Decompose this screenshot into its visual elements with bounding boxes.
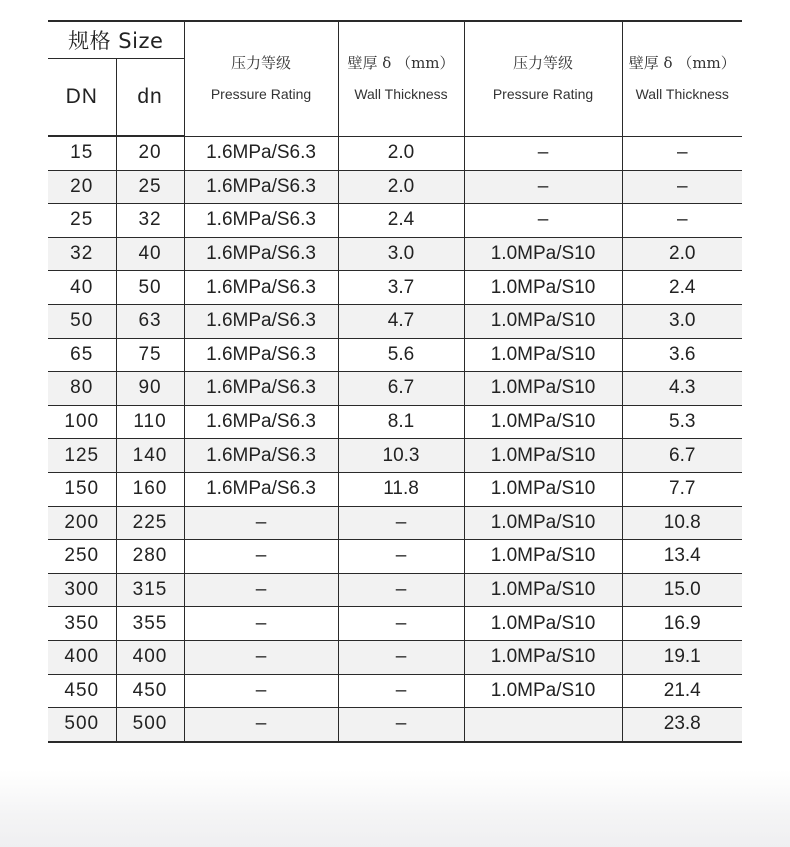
table-row xyxy=(48,136,742,170)
cell-wall-2: 21.4 xyxy=(622,674,742,708)
cell-wall-2: – xyxy=(622,136,742,170)
cell-dn: 225 xyxy=(116,506,184,540)
cell-DN: 350 xyxy=(48,607,116,641)
table-row xyxy=(48,472,742,506)
cell-wall-2: 2.0 xyxy=(622,237,742,271)
cell-dn: 25 xyxy=(116,170,184,204)
wall-thickness-en-1: Wall Thickness xyxy=(354,86,448,103)
pipe-spec-table xyxy=(48,20,742,743)
background-fade xyxy=(0,770,790,847)
cell-dn: 50 xyxy=(116,271,184,305)
pressure-rating-en-1: Pressure Rating xyxy=(210,86,312,103)
cell-pressure-1: 1.6MPa/S6.3 xyxy=(184,304,338,338)
size-header: 规格 Size xyxy=(48,21,184,59)
wall-thickness-header-2 xyxy=(622,21,742,136)
cell-pressure-1: – xyxy=(184,674,338,708)
cell-pressure-2: 1.0MPa/S10 xyxy=(464,439,622,473)
cell-pressure-1: – xyxy=(184,573,338,607)
dn-lower-header: dn xyxy=(116,59,184,137)
cell-wall-1: – xyxy=(338,640,464,674)
cell-pressure-1: – xyxy=(184,506,338,540)
table-row xyxy=(48,372,742,406)
pressure-rating-en-2: Pressure Rating xyxy=(492,86,594,103)
wall-thickness-cn-2: 壁厚 δ （mm） xyxy=(628,53,736,72)
table-row xyxy=(48,170,742,204)
cell-dn: 90 xyxy=(116,372,184,406)
cell-wall-1: 4.7 xyxy=(338,304,464,338)
cell-DN: 250 xyxy=(48,540,116,574)
cell-pressure-1: 1.6MPa/S6.3 xyxy=(184,170,338,204)
cell-DN: 65 xyxy=(48,338,116,372)
pressure-rating-cn-1: 压力等级 xyxy=(231,53,292,72)
cell-dn: 355 xyxy=(116,607,184,641)
cell-pressure-1: 1.6MPa/S6.3 xyxy=(184,439,338,473)
cell-dn: 315 xyxy=(116,573,184,607)
cell-DN: 400 xyxy=(48,640,116,674)
cell-pressure-2: – xyxy=(464,170,622,204)
spec-rows xyxy=(48,136,742,742)
pressure-rating-cn-2: 压力等级 xyxy=(513,53,574,72)
cell-pressure-1: – xyxy=(184,640,338,674)
cell-pressure-2: 1.0MPa/S10 xyxy=(464,304,622,338)
cell-wall-1: – xyxy=(338,708,464,742)
cell-wall-1: 2.0 xyxy=(338,136,464,170)
cell-pressure-2: 1.0MPa/S10 xyxy=(464,271,622,305)
table-row xyxy=(48,506,742,540)
table-row xyxy=(48,640,742,674)
table-row xyxy=(48,607,742,641)
cell-wall-2: 4.3 xyxy=(622,372,742,406)
cell-wall-2: 2.4 xyxy=(622,271,742,305)
cell-wall-2: – xyxy=(622,170,742,204)
cell-wall-2: 3.0 xyxy=(622,304,742,338)
cell-wall-2: 6.7 xyxy=(622,439,742,473)
cell-DN: 300 xyxy=(48,573,116,607)
dn-upper-header: DN xyxy=(48,59,116,137)
cell-pressure-1: 1.6MPa/S6.3 xyxy=(184,405,338,439)
cell-dn: 140 xyxy=(116,439,184,473)
cell-wall-2: 3.6 xyxy=(622,338,742,372)
cell-dn: 20 xyxy=(116,136,184,170)
cell-DN: 150 xyxy=(48,472,116,506)
cell-pressure-2: 1.0MPa/S10 xyxy=(464,506,622,540)
cell-wall-1: 2.0 xyxy=(338,170,464,204)
cell-wall-1: 3.0 xyxy=(338,237,464,271)
cell-dn: 450 xyxy=(116,674,184,708)
cell-pressure-2: 1.0MPa/S10 xyxy=(464,674,622,708)
cell-DN: 500 xyxy=(48,708,116,742)
cell-wall-1: 10.3 xyxy=(338,439,464,473)
cell-DN: 80 xyxy=(48,372,116,406)
cell-pressure-1: – xyxy=(184,540,338,574)
cell-dn: 500 xyxy=(116,708,184,742)
cell-wall-2: 13.4 xyxy=(622,540,742,574)
cell-pressure-2: 1.0MPa/S10 xyxy=(464,540,622,574)
cell-pressure-2: 1.0MPa/S10 xyxy=(464,472,622,506)
cell-DN: 25 xyxy=(48,204,116,238)
table-row xyxy=(48,439,742,473)
cell-dn: 280 xyxy=(116,540,184,574)
cell-dn: 40 xyxy=(116,237,184,271)
cell-wall-1: – xyxy=(338,573,464,607)
pressure-rating-header-1 xyxy=(184,21,338,136)
cell-wall-2: 23.8 xyxy=(622,708,742,742)
cell-wall-1: 8.1 xyxy=(338,405,464,439)
cell-pressure-1: 1.6MPa/S6.3 xyxy=(184,338,338,372)
cell-pressure-1: 1.6MPa/S6.3 xyxy=(184,271,338,305)
table-row xyxy=(48,573,742,607)
cell-DN: 200 xyxy=(48,506,116,540)
cell-DN: 40 xyxy=(48,271,116,305)
cell-pressure-2 xyxy=(464,708,622,742)
table-row xyxy=(48,540,742,574)
cell-DN: 50 xyxy=(48,304,116,338)
cell-wall-1: 11.8 xyxy=(338,472,464,506)
cell-wall-1: – xyxy=(338,674,464,708)
cell-wall-1: – xyxy=(338,506,464,540)
cell-wall-1: – xyxy=(338,540,464,574)
cell-wall-2: 10.8 xyxy=(622,506,742,540)
cell-dn: 110 xyxy=(116,405,184,439)
cell-pressure-1: – xyxy=(184,607,338,641)
table-row xyxy=(48,338,742,372)
cell-wall-1: 5.6 xyxy=(338,338,464,372)
table-row xyxy=(48,405,742,439)
cell-pressure-2: 1.0MPa/S10 xyxy=(464,405,622,439)
cell-pressure-2: 1.0MPa/S10 xyxy=(464,237,622,271)
cell-dn: 400 xyxy=(116,640,184,674)
cell-dn: 32 xyxy=(116,204,184,238)
cell-pressure-1: 1.6MPa/S6.3 xyxy=(184,372,338,406)
wall-thickness-en-2: Wall Thickness xyxy=(635,86,729,103)
cell-DN: 450 xyxy=(48,674,116,708)
cell-pressure-2: – xyxy=(464,136,622,170)
cell-dn: 75 xyxy=(116,338,184,372)
cell-pressure-1: – xyxy=(184,708,338,742)
cell-wall-2: 5.3 xyxy=(622,405,742,439)
wall-thickness-cn-1: 壁厚 δ （mm） xyxy=(347,53,455,72)
table-row xyxy=(48,237,742,271)
cell-pressure-1: 1.6MPa/S6.3 xyxy=(184,204,338,238)
cell-wall-2: 15.0 xyxy=(622,573,742,607)
cell-wall-1: – xyxy=(338,607,464,641)
table-row xyxy=(48,271,742,305)
cell-wall-2: 16.9 xyxy=(622,607,742,641)
table-row xyxy=(48,708,742,742)
cell-wall-2: 7.7 xyxy=(622,472,742,506)
cell-DN: 15 xyxy=(48,136,116,170)
cell-DN: 20 xyxy=(48,170,116,204)
cell-wall-2: 19.1 xyxy=(622,640,742,674)
pressure-rating-header-2 xyxy=(464,21,622,136)
cell-pressure-2: 1.0MPa/S10 xyxy=(464,372,622,406)
table-row xyxy=(48,204,742,238)
cell-pressure-2: 1.0MPa/S10 xyxy=(464,573,622,607)
table-row xyxy=(48,304,742,338)
cell-pressure-1: 1.6MPa/S6.3 xyxy=(184,237,338,271)
cell-DN: 125 xyxy=(48,439,116,473)
cell-pressure-1: 1.6MPa/S6.3 xyxy=(184,136,338,170)
cell-wall-1: 6.7 xyxy=(338,372,464,406)
cell-wall-1: 3.7 xyxy=(338,271,464,305)
table-row xyxy=(48,674,742,708)
wall-thickness-header-1 xyxy=(338,21,464,136)
cell-pressure-2: – xyxy=(464,204,622,238)
cell-pressure-2: 1.0MPa/S10 xyxy=(464,338,622,372)
cell-dn: 63 xyxy=(116,304,184,338)
cell-wall-1: 2.4 xyxy=(338,204,464,238)
cell-pressure-1: 1.6MPa/S6.3 xyxy=(184,472,338,506)
cell-pressure-2: 1.0MPa/S10 xyxy=(464,607,622,641)
cell-wall-2: – xyxy=(622,204,742,238)
cell-DN: 100 xyxy=(48,405,116,439)
cell-DN: 32 xyxy=(48,237,116,271)
cell-pressure-2: 1.0MPa/S10 xyxy=(464,640,622,674)
cell-dn: 160 xyxy=(116,472,184,506)
